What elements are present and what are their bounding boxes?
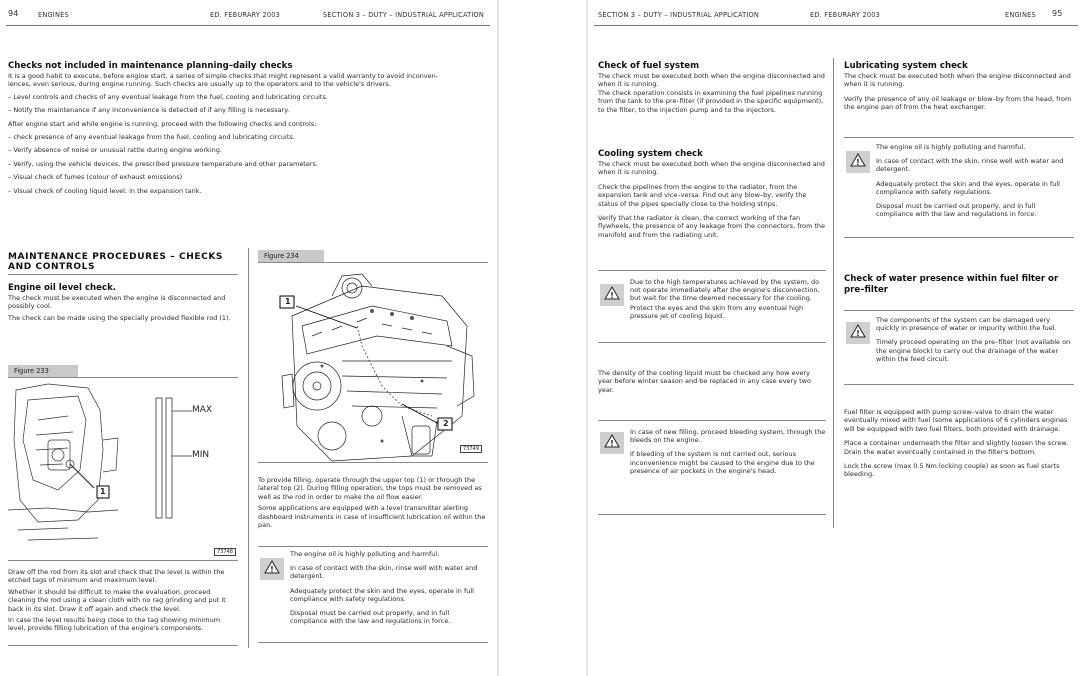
bleeding-warning-box — [598, 428, 826, 488]
water-para1: Fuel filter is equipped with pump screw–valve to drain the water eventually mixed with fuel (some applications of 6 cylinders engines will be equipped with two fuel filters, both provided with drainage. — [844, 408, 1068, 433]
warning-icon — [846, 322, 870, 344]
water-para2: Place a container underneath the filter and slightly loosen the screw. Drain the water eventually contained in the filter's bottom. — [844, 439, 1069, 456]
daily-line: It is a good habit to execute, before engine start, a series of simple checks that might represent a valid warranty to avoid inconven- — [8, 72, 439, 80]
oil-level-title: Engine oil level check. — [8, 283, 117, 293]
filling-para2: Some applications are equipped with a level transmitter alerting dashboard instruments in case of insufficient lubrication oil within the pan. — [258, 504, 486, 530]
daily-line: – Verify, using the vehicle devices, the prescribed pressure temperature and other parameters. — [8, 159, 318, 168]
maintenance-title-2: AND CONTROLS — [8, 262, 96, 272]
daily-line: – Level controls and checks of any eventual leakage from the fuel, cooling and lubricating circuits. — [8, 92, 328, 101]
right-section-name: ENGINES — [1005, 11, 1036, 19]
right-column-divider — [833, 58, 834, 528]
lube-warning-4: Disposal must be carried out properly, and in full compliance with the law and regulations in force. — [876, 202, 1037, 219]
water-heading — [844, 274, 1074, 296]
daily-line: – check presence of any eventual leakage from the fuel, cooling and lubricating circuits. — [8, 133, 295, 142]
cooling-section — [598, 149, 826, 242]
daily-line: After engine start and while engine is running, proceed with the following checks and controls: — [8, 119, 317, 128]
oil-level-para2: The check can be made using the specially provided flexible rod (1). — [8, 313, 231, 322]
left-section-title: SECTION 3 – DUTY – INDUSTRIAL APPLICATION — [323, 11, 485, 19]
figure-234-tag: Figure 234 — [258, 250, 324, 262]
figure-233-bottom-rule — [8, 560, 238, 561]
svg-text:!: ! — [856, 329, 860, 338]
right-page-number: 95 — [1052, 9, 1063, 18]
cooling-warning-bottom-rule — [598, 342, 826, 343]
warning-icon — [600, 284, 624, 306]
water-text-section — [844, 408, 1074, 482]
oil-instruction-3: In case the level results being close to the tag showing minimum level, provide filling lubrication of the engine's components. — [8, 616, 221, 633]
warning-top-rule — [258, 546, 488, 547]
filling-para1: To provide filling, operate through the upper top (1) or through the lateral top (2). During filling operation, the tops must be removed as well as the rod in order to make the oil flow easier. — [258, 476, 482, 501]
figure-234-callout-2: 2 — [443, 419, 449, 428]
left-header — [0, 8, 496, 26]
figure-233-tag: Figure 233 — [8, 365, 78, 377]
figure-234-ref: 73749 — [460, 445, 482, 453]
left-edition: ED. FEBURARY 2003 — [210, 11, 281, 19]
oil-instruction-1: Draw off the rod from its slot and check that the level is within the etched tags of minimum and maximum level. — [8, 568, 225, 585]
warning-icon — [846, 151, 870, 173]
cooling-warning-top-rule — [598, 270, 826, 271]
daily-checks-section — [8, 61, 488, 195]
water-warning-1: The components of the system can be damaged very quickly in presence of water or impurity within the fuel. — [876, 316, 1057, 333]
left-header-rule — [6, 25, 490, 26]
daily-line: – Notify the maintenance if any inconvenience is detected of if any filling is necessary. — [8, 106, 290, 115]
water-para3: Lock the screw (max 0.5 Nm locking couple) as soon as fuel starts bleeding. — [844, 462, 1060, 479]
oil-instruction-2: Whether it should be difficult to make the evaluation, proceed cleaning the rod using a clean cloth with no rag grinding and put it back in its slot. Draw it off again and check the level. — [8, 587, 226, 613]
fuel-para1: The check must be executed both when the engine disconnected and when it is running. — [598, 72, 825, 89]
svg-text:!: ! — [610, 439, 614, 448]
daily-checks-title: Checks not included in maintenance planning–daily checks — [8, 61, 293, 71]
figure-234-rule — [258, 262, 488, 263]
water-warning-text — [876, 316, 1072, 369]
cooling-warning-box — [598, 278, 826, 338]
cooling-warning-2: Protect the eyes and the skin from any eventual high pressure jet of cooling liquid. — [630, 303, 804, 320]
right-header-rule — [594, 25, 1078, 26]
warning-icon — [600, 432, 624, 454]
lube-warning-2: In case of contact with the skin, rinse well with water and detergent. — [876, 157, 1064, 174]
filling-section — [258, 476, 486, 532]
figure-233-rule — [8, 377, 238, 378]
water-warning-bottom-rule — [844, 384, 1074, 385]
figure-234-bottom-rule — [258, 462, 488, 463]
cooling-warning-text — [630, 278, 826, 326]
left-col-bottom-rule — [8, 645, 238, 646]
figure-233-ref: 73748 — [214, 548, 236, 556]
daily-line: – Visual check of fumes (colour of exhaust emissions) — [8, 173, 183, 182]
svg-text:!: ! — [610, 291, 614, 300]
figure-234-callout-1: 1 — [285, 297, 291, 306]
lube-warning-top-rule — [844, 137, 1074, 138]
daily-line: iences, even serious, during engine running. Such checks are usually up to the operators and to the vehicle's drivers. — [8, 80, 391, 89]
water-title-1: Check of water presence within fuel filter or — [844, 274, 1059, 284]
svg-text:!: ! — [270, 565, 274, 574]
cooling-para2: Check the pipelines from the engine to the radiator, from the expansion tank and vice–versa. Find out any blow–by, verify the status of the pipes specially close to the holding strips. — [598, 182, 807, 208]
daily-line: – Visual check of cooling liquid level, in the expansion tank. — [8, 186, 202, 195]
bleeding-warning-1: In case of new filling, proceed bleeding system, through the bleeds on the engine. — [630, 428, 826, 445]
left-page — [0, 0, 496, 676]
fuel-title: Check of fuel system — [598, 61, 700, 71]
lube-title: Lubricating system check — [844, 61, 968, 71]
fuel-section — [598, 61, 826, 117]
bleeding-warning-top-rule — [598, 420, 826, 421]
oil-warning-text — [290, 550, 486, 631]
cooling-para1: The check must be executed both when the engine disconnected and when it is running. — [598, 160, 825, 177]
oil-level-para1: The check must be executed when the engine is disconnected and possibly cool. — [8, 294, 226, 311]
warning-icon — [260, 558, 284, 580]
lube-warning-3: Adequately protect the skin and the eyes, operate in full compliance with safety regulations. — [876, 179, 1060, 196]
figure-233-callout-1: 1 — [100, 487, 106, 496]
oil-level-section — [8, 283, 238, 325]
cooling-para3: Verify that the radiator is clean, the correct working of the fan flywheels, the presence of any leakage from the connectors, from the manifold and from the radiating unit. — [598, 214, 826, 239]
bleeding-warning-text — [630, 428, 826, 481]
oil-warning-box — [258, 550, 486, 640]
cooling-warning-1: Due to the high temperatures achieved by the system, do not operate immediately after the engine's disconnection, but wait for the time deemed necessary for the cooling. — [630, 278, 820, 303]
lube-warning-1: The engine oil is highly polluting and harmful. — [876, 143, 1026, 151]
maintenance-heading — [8, 252, 238, 272]
oil-warning-3: Adequately protect the skin and the eyes, operate in full compliance with safety regulations. — [290, 586, 474, 603]
min-label: MIN — [192, 450, 210, 460]
maintenance-title-1: MAINTENANCE PROCEDURES – CHECKS — [8, 252, 223, 262]
svg-text:!: ! — [856, 158, 860, 167]
lube-para2: Verify the presence of any oil leakage or blow–by from the head, from the engine pan of from the heat exchanger. — [844, 94, 1072, 112]
oil-warning-2: In case of contact with the skin, rinse well with water and detergent. — [290, 564, 478, 581]
water-warning-2: Timely proceed operating on the pre–filter (not available on the engine block) to carry out the drainage of the water within the feed circuit. — [876, 338, 1071, 363]
bleeding-warning-bottom-rule — [598, 514, 826, 515]
left-page-number: 94 — [8, 9, 19, 18]
lube-section — [844, 61, 1074, 115]
right-page — [588, 0, 1084, 676]
density-section — [598, 369, 826, 397]
page-gutter-left — [497, 0, 499, 676]
daily-line: – Verify absence of noise or unusual rattle during engine working. — [8, 146, 222, 155]
oil-instructions — [8, 568, 238, 636]
lube-warning-bottom-rule — [844, 237, 1074, 238]
fuel-para2: The check operation consists in examining the fuel pipelines running from the tank to the pre–filter (if provided in the specific equipment), to the filter, to the injection pump and to the injectors. — [598, 88, 824, 114]
cooling-title: Cooling system check — [598, 149, 703, 159]
water-warning-box — [844, 316, 1072, 382]
column-divider — [248, 248, 249, 648]
bleeding-warning-2: If bleeding of the system is not carried out, serious inconvenience might be caused to the engine due to the presence of air pockets in the engine's head. — [630, 450, 815, 475]
oil-warning-1: The engine oil is highly polluting and harmful. — [290, 550, 440, 558]
right-section-title: SECTION 3 – DUTY – INDUSTRIAL APPLICATION — [598, 11, 760, 19]
lube-para1: The check must be executed both when the engine disconnected and when it is running. — [844, 72, 1071, 89]
water-warning-top-rule — [844, 310, 1074, 311]
right-header — [588, 8, 1084, 26]
max-label: MAX — [192, 405, 213, 415]
lube-warning-text — [876, 143, 1072, 224]
oil-warning-4: Disposal must be carried out properly, and in full compliance with the law and regulations in force. — [290, 609, 451, 626]
left-section-name: ENGINES — [38, 11, 69, 19]
lube-warning-box — [844, 143, 1072, 235]
density-para: The density of the cooling liquid must be checked any how every year before winter season and be replaced in any case every two year. — [598, 369, 811, 394]
water-title-2: pre–filter — [844, 285, 889, 295]
right-edition: ED. FEBURARY 2003 — [810, 11, 881, 19]
figure-234-engine-drawing — [262, 266, 486, 466]
maintenance-rule — [8, 274, 238, 275]
warning-bottom-rule — [258, 642, 488, 643]
